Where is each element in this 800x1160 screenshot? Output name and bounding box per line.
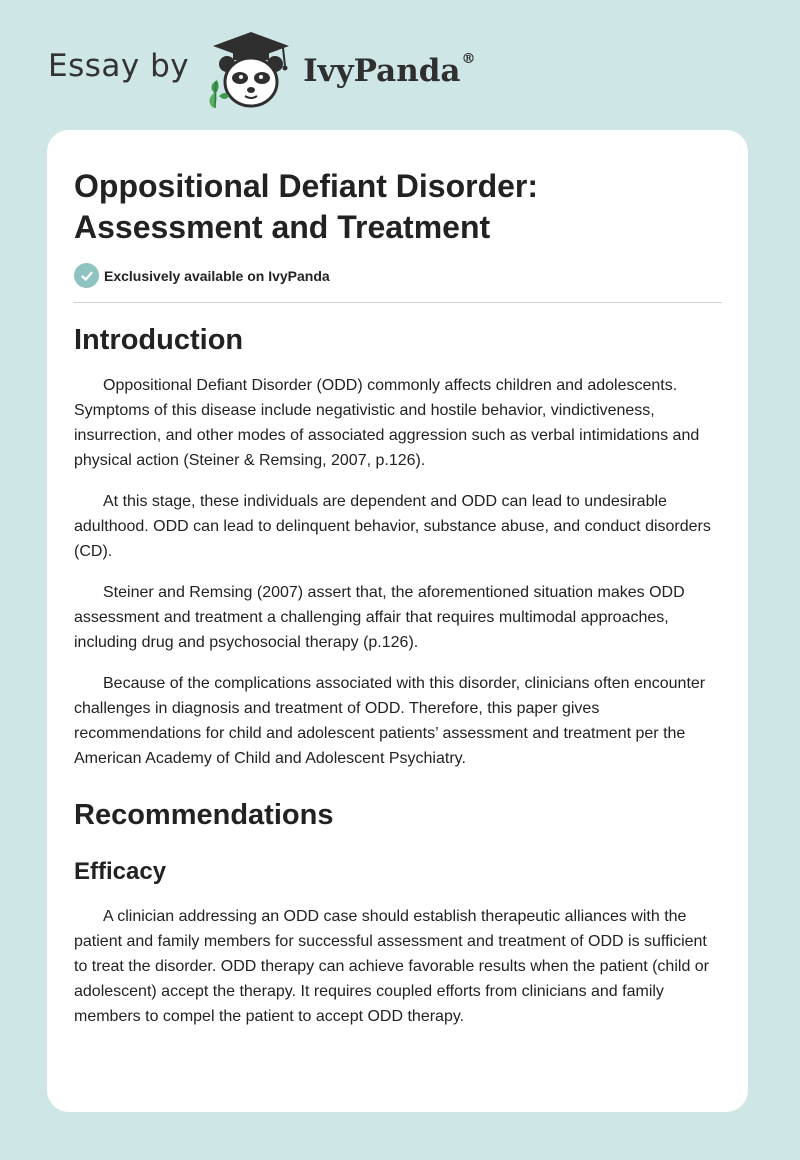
badge-label: Exclusively available on IvyPanda xyxy=(104,267,330,284)
subsection-heading-efficacy: Efficacy xyxy=(74,858,167,885)
essay-body xyxy=(74,320,724,1029)
title-divider xyxy=(74,302,722,303)
paragraph: Because of the complications associated with this disorder, clinicians often encounter challenges in diagnosis and treatment of ODD. Therefore, this paper gives recommendations for child and adolescent patients’ assessment and treatment per the American Academy of Child and Adolescent Psychiatry. xyxy=(74,675,706,767)
site-logo[interactable] xyxy=(48,30,476,110)
panda-mascot-icon xyxy=(203,30,299,110)
essay-title: Oppositional Defiant Disorder: Assessment and Treatment xyxy=(74,168,539,245)
section-heading-recommendations: Recommendations xyxy=(74,799,334,831)
paragraph: At this stage, these individuals are dependent and ODD can lead to undesirable adulthood. ODD can lead to delinquent behavior, substance abuse, and conduct disorders (CD). xyxy=(74,493,711,560)
exclusive-badge xyxy=(74,263,330,288)
brand-prefix: Essay by xyxy=(48,48,190,84)
paragraph: A clinician addressing an ODD case should establish therapeutic alliances with the patient and family members for successful assessment and treatment of ODD is sufficient to treat the disorder. ODD therapy can achieve favorable results when the patient (child or adolescent) accept the therapy. It requires coupled efforts from clinicians and family members to compel the patient to accept ODD therapy. xyxy=(74,908,710,1025)
brand-name: IvyPanda® xyxy=(303,51,476,89)
section-heading-introduction: Introduction xyxy=(74,324,244,356)
paragraph: Oppositional Defiant Disorder (ODD) commonly affects children and adolescents. Symptoms of this disease include negativistic and hostile behavior, vindictiveness, insurrection, and other modes of associated aggression such as verbal intimidations and physical action (Steiner & Remsing, 2007, p.126). xyxy=(74,377,700,469)
checkmark-icon xyxy=(74,263,99,288)
registered-mark: ® xyxy=(461,51,476,67)
paragraph: Steiner and Remsing (2007) assert that, the aforementioned situation makes ODD assessment and treatment a challenging affair that requires multimodal approaches, including drug and psychosocial therapy (p.126). xyxy=(74,584,685,651)
essay-card xyxy=(47,130,748,1112)
